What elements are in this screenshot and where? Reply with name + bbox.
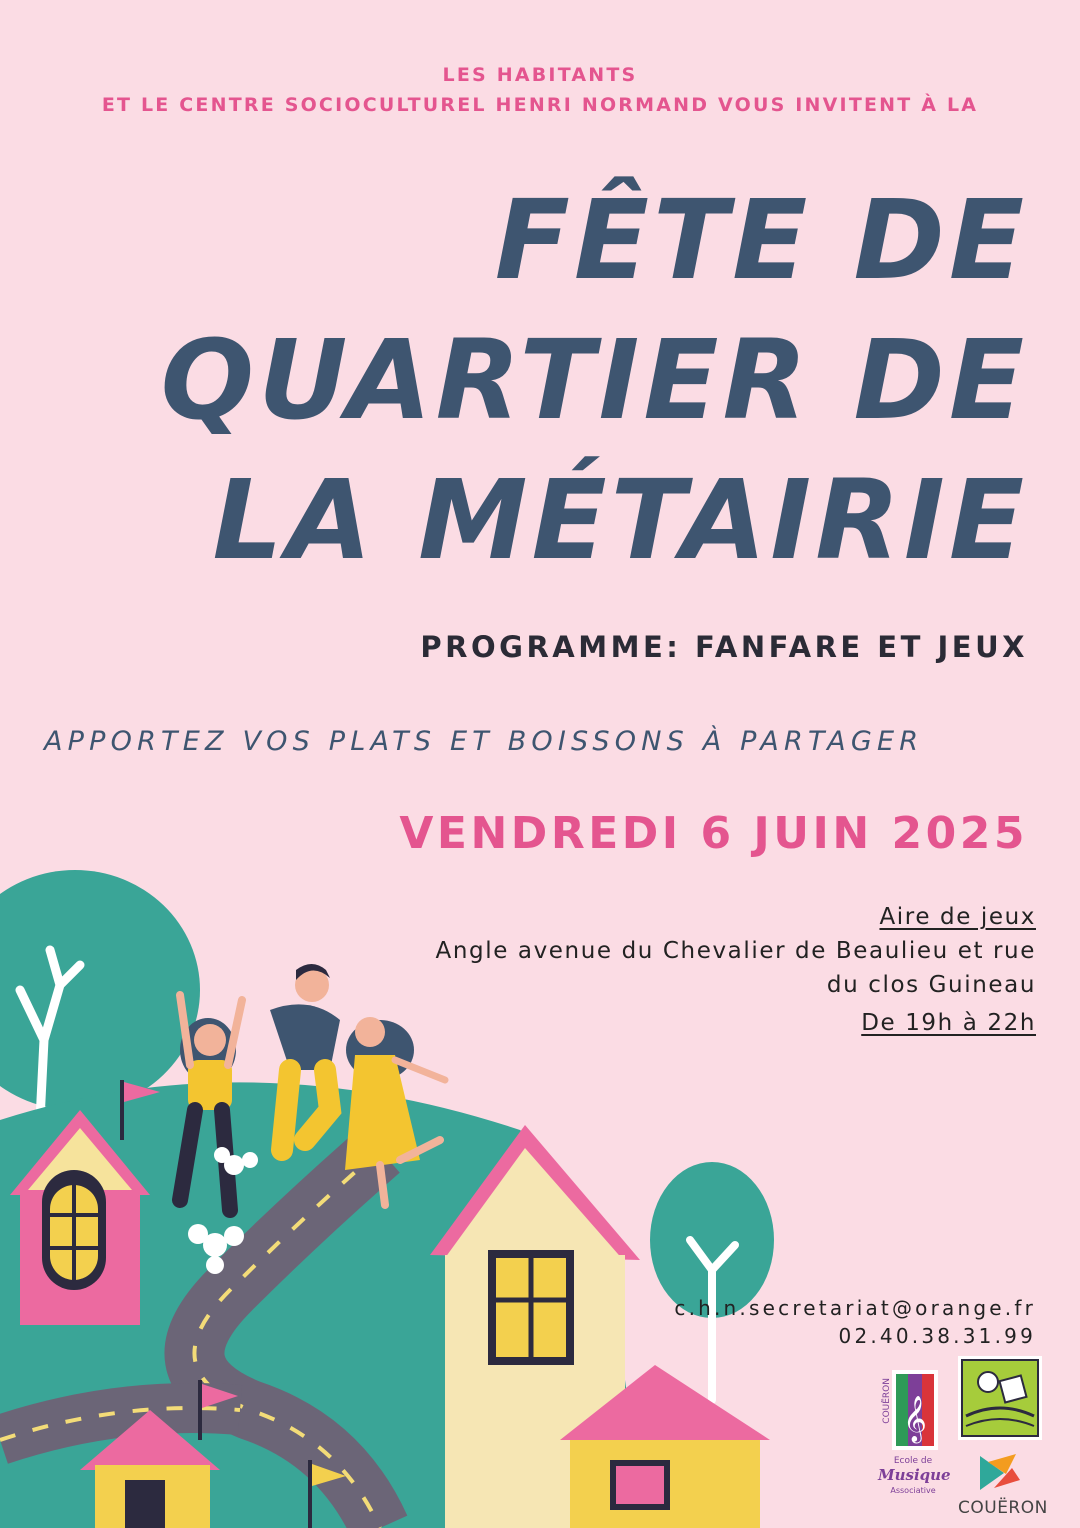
music-school-logo [878,1360,951,1520]
event-hours: De 19h à 22h [861,1010,1036,1036]
location-place: Aire de jeux [879,904,1036,930]
location-address-line-1: Angle avenue du Chevalier de Beaulieu et rue [435,938,1036,964]
title-line-2: QUARTIER DE [160,316,1028,444]
tree-left-illustration [0,870,200,1120]
coueron-emblem-icon [958,1450,1042,1496]
intro-line-1: LES HABITANTS [442,64,638,86]
contact-email[interactable]: c.h.n.secretariat@orange.fr [674,1296,1036,1320]
centre-socioculturel-emblem-icon [958,1356,1042,1440]
music-school-line-3: Associative [890,1486,936,1495]
contact-phone[interactable]: 02.40.38.31.99 [838,1324,1036,1348]
programme-text: PROGRAMME: FANFARE ET JEUX [420,630,1028,664]
location-address-line-2: du clos Guineau [826,972,1036,998]
event-date: VENDREDI 6 JUIN 2025 [399,808,1028,859]
title-line-3: LA MÉTAIRIE [212,456,1028,584]
title-line-1: FÊTE DE [494,176,1028,304]
bring-dishes-text: APPORTEZ VOS PLATS ET BOISSONS À PARTAGER [44,726,924,757]
centre-socioculturel-logo [958,1356,1042,1440]
coueron-label: COUËRON [958,1498,1048,1518]
music-school-line-2: Musique [878,1466,951,1484]
music-school-vertical-label: COUËRON [882,1378,892,1424]
coueron-logo [958,1450,1048,1526]
intro-line-2: ET LE CENTRE SOCIOCULTUREL HENRI NORMAND VOUS INVITENT À LA [101,94,979,116]
tree-right-illustration [650,1162,774,1400]
music-school-line-1: Ecole de [893,1456,933,1466]
svg-text:𝄞: 𝄞 [903,1396,927,1442]
